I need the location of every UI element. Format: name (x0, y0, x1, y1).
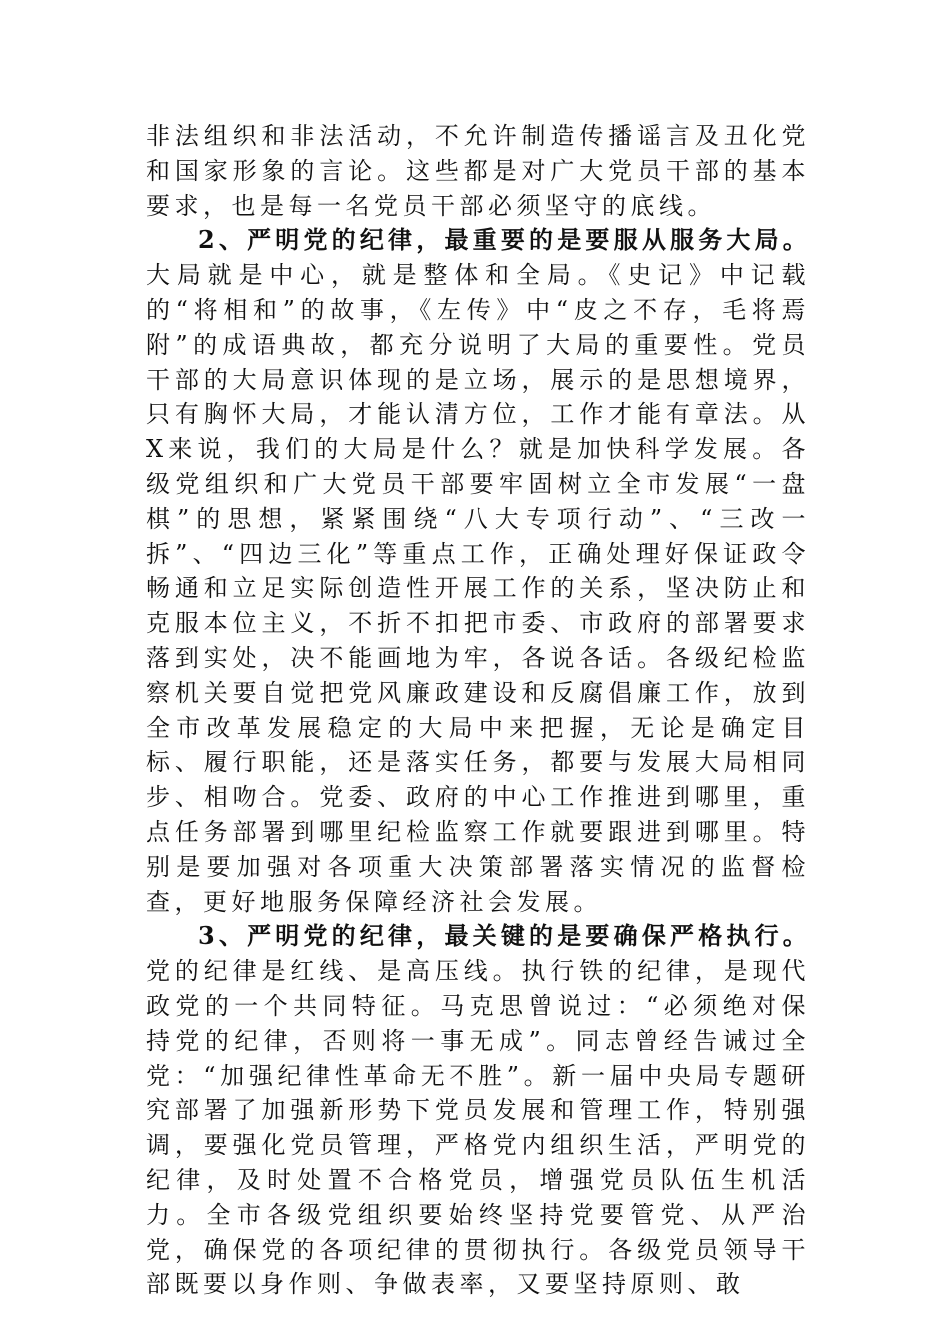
paragraph-2-text: 大局就是中心，就是整体和全局。《史记》中记载的“将相和”的故事，《左传》中“皮之不存，毛将焉附”的成语典故，都充分说明了大局的重要性。党员干部的大局意识体现的是立场，展示的是思想境界，只有胸怀大局，才能认清方位，工作才能有章法。从X来说，我们的大局是什么？就是加快科学发展。各级党组织和广大党员干部要牢固树立全市发展“一盘棋”的思想，紧紧围绕“八大专项行动”、“三改一拆”、“四边三化”等重点工作，正确处理好保证政令畅通和立足实际创造性开展工作的关系，坚决防止和克服本位主义，不折不扣把市委、市政府的部署要求落到实处，决不能画地为牢，各说各话。各级纪检监察机关要自觉把党风廉政建设和反腐倡廉工作，放到全市改革发展稳定的大局中来把握，无论是确定目标、履行职能，还是落实任务，都要与发展大局相同步、相吻合。党委、政府的中心工作推进到哪里，重点任务部署到哪里纪检监察工作就要跟进到哪里。特别是要加强对各项重大决策部署落实情况的监督检查，更好地服务保障经济社会发展。 (146, 261, 810, 916)
paragraph-3-text: 党的纪律是红线、是高压线。执行铁的纪律，是现代政党的一个共同特征。马克思曾说过：“必须绝对保持党的纪律，否则将一事无成”。同志曾经告诫过全党：“加强纪律性革命无不胜”。新一届中央局专题研究部署了加强新形势下党员发展和管理工作，特别强调，要强化党员管理，严格党内组织生活，严明党的纪律，及时处置不合格党员，增强党员队伍生机活力。全市各级党组织要始终坚持党要管党、从严治党，确保党的各项纪律的贯彻执行。各级党员领导干部既要以身作则、争做表率，又要坚持原则、敢 (146, 957, 810, 1299)
paragraph-1 (146, 119, 810, 223)
paragraph-1-text: 非法组织和非法活动，不允许制造传播谣言及丑化党和国家形象的言论。这些都是对广大党员干部的基本要求，也是每一名党员干部必须坚守的底线。 (146, 122, 810, 220)
paragraph-2-heading: 2、严明党的纪律，最重要的是要服从服务大局。 (198, 225, 810, 255)
document-body (146, 119, 810, 1302)
paragraph-3-heading: 3、严明党的纪律，最关键的是要确保严格执行。 (198, 921, 810, 951)
paragraph-3 (146, 919, 810, 1302)
paragraph-2 (146, 223, 810, 919)
